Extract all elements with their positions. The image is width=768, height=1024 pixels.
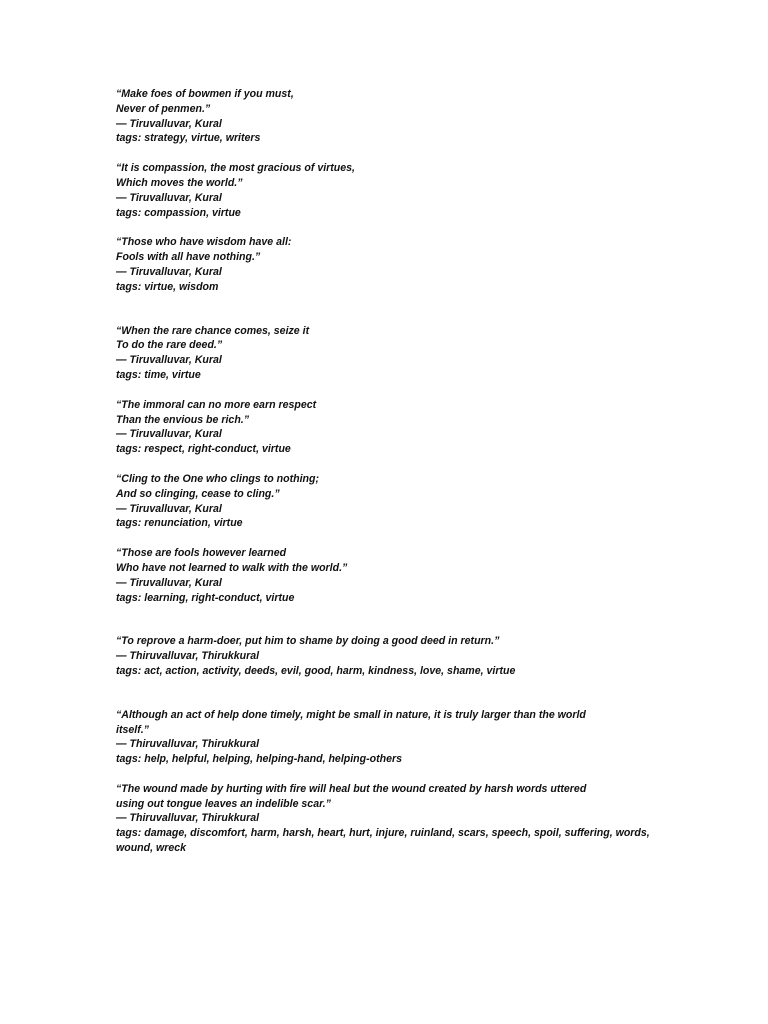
quote-block xyxy=(116,398,656,457)
quote-author: — Tiruvalluvar, Kural xyxy=(116,265,222,278)
quote-tags: tags: learning, right-conduct, virtue xyxy=(116,591,295,604)
spacer xyxy=(116,767,656,782)
quote-author: — Thiruvalluvar, Thirukkural xyxy=(116,738,260,751)
quote-text-line: “Those who have wisdom have all: xyxy=(116,236,292,249)
quote-text-line: “Cling to the One who clings to nothing; xyxy=(116,472,320,485)
quote-tags: tags: respect, right-conduct, virtue xyxy=(116,443,291,456)
quote-author: — Thiruvalluvar, Thirukkural xyxy=(116,812,260,825)
quote-author: — Tiruvalluvar, Kural xyxy=(116,576,222,589)
quote-text-line: “Those are fools however learned xyxy=(116,547,287,560)
quote-block xyxy=(116,708,656,767)
quote-tags: tags: act, action, activity, deeds, evil, good, harm, kindness, love, shame, virtue xyxy=(116,664,516,677)
quote-block xyxy=(116,161,656,220)
quote-text-line: “The immoral can no more earn respect xyxy=(116,398,317,411)
quote-tags: tags: virtue, wisdom xyxy=(116,280,219,293)
quote-text-line: Which moves the world.” xyxy=(116,176,243,189)
quote-author: — Tiruvalluvar, Kural xyxy=(116,117,222,130)
quote-block xyxy=(116,235,656,294)
spacer xyxy=(116,220,656,235)
quote-block xyxy=(116,634,656,678)
quote-tags: tags: strategy, virtue, writers xyxy=(116,132,261,145)
quote-text-line: itself.” xyxy=(116,723,149,736)
spacer xyxy=(116,457,656,472)
quote-text-line: “Make foes of bowmen if you must, xyxy=(116,88,294,100)
quote-author: — Tiruvalluvar, Kural xyxy=(116,354,222,367)
quote-author: — Tiruvalluvar, Kural xyxy=(116,428,222,441)
quote-block xyxy=(116,546,656,605)
quote-text-line: “To reprove a harm-doer, put him to shame by doing a good deed in return.” xyxy=(116,635,500,648)
quotes-list xyxy=(116,87,656,856)
quote-tags: tags: time, virtue xyxy=(116,368,201,381)
spacer xyxy=(116,679,656,708)
quote-tags: tags: help, helpful, helping, helping-hand, helping-others xyxy=(116,753,403,766)
spacer xyxy=(116,295,656,324)
spacer xyxy=(116,605,656,634)
quote-author: — Tiruvalluvar, Kural xyxy=(116,191,222,204)
quote-text-line: And so clinging, cease to cling.” xyxy=(116,487,280,500)
quote-text-line: using out tongue leaves an indelible scar.” xyxy=(116,797,331,810)
spacer xyxy=(116,383,656,398)
quote-tags: tags: damage, discomfort, harm, harsh, heart, hurt, injure, ruinland, scars, speech, spoil, suffering, words, wound, wreck xyxy=(116,827,650,855)
quote-block xyxy=(116,324,656,383)
spacer xyxy=(116,146,656,161)
quote-text-line: “The wound made by hurting with fire will heal but the wound created by harsh words uttered xyxy=(116,782,587,795)
quote-text-line: Fools with all have nothing.” xyxy=(116,251,261,264)
quote-author: — Tiruvalluvar, Kural xyxy=(116,502,222,515)
quote-text-line: “Although an act of help done timely, might be small in nature, it is truly larger than the world xyxy=(116,708,586,721)
quote-text-line: Than the envious be rich.” xyxy=(116,413,250,426)
spacer xyxy=(116,531,656,546)
quote-tags: tags: compassion, virtue xyxy=(116,206,241,219)
quote-tags: tags: renunciation, virtue xyxy=(116,517,243,530)
quote-text-line: Never of penmen.” xyxy=(116,102,211,115)
quote-block xyxy=(116,87,656,146)
quote-text-line: “It is compassion, the most gracious of virtues, xyxy=(116,162,356,175)
quote-block xyxy=(116,782,656,856)
quote-block xyxy=(116,472,656,531)
quote-text-line: To do the rare deed.” xyxy=(116,339,223,352)
quote-text-line: “When the rare chance comes, seize it xyxy=(116,324,310,337)
quote-author: — Thiruvalluvar, Thirukkural xyxy=(116,650,260,663)
quote-text-line: Who have not learned to walk with the world.” xyxy=(116,561,348,574)
